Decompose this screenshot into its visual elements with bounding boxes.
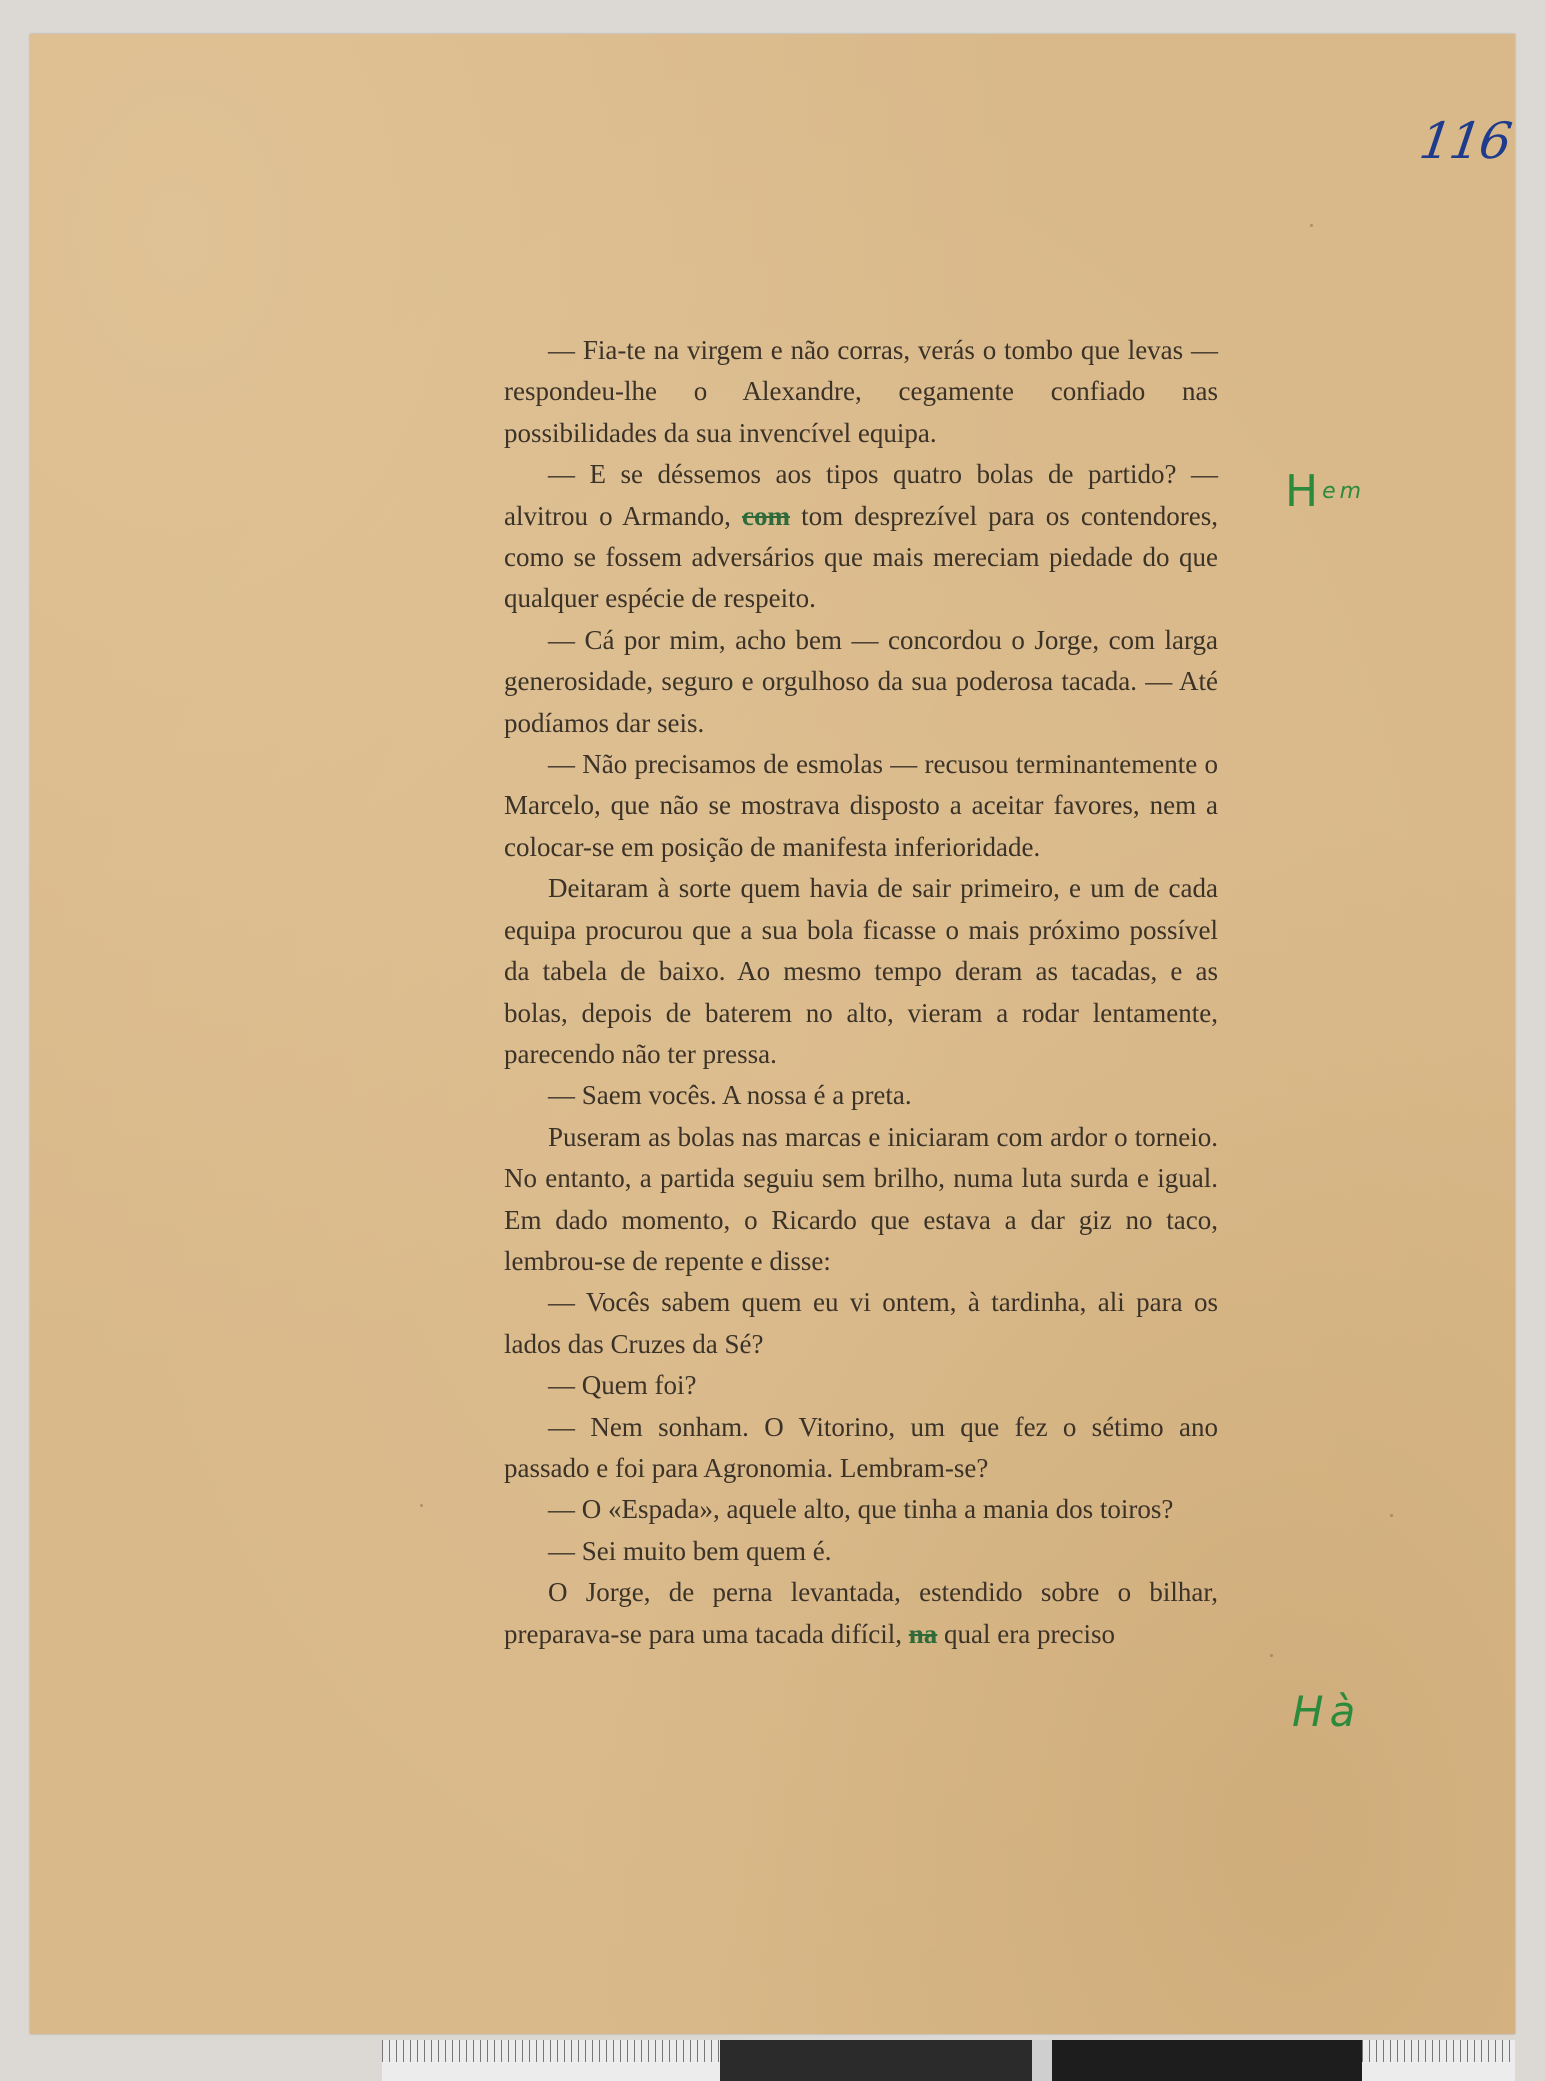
paragraph: — Vocês sabem quem eu vi ontem, à tardinha, ali para os lados das Cruzes da Sé? xyxy=(504,1287,1218,1359)
paragraph xyxy=(504,454,1218,620)
paragraph: — Quem foi? xyxy=(548,1370,697,1401)
annotation-word: em xyxy=(1322,479,1366,504)
paragraph: — O «Espada», aquele alto, que tinha a mania dos toiros? xyxy=(548,1494,1174,1525)
paragraph: — Não precisamos de esmolas — recusou terminantemente o Marcelo, que não se mostrava disposto a aceitar favores, nem a colocar-se em posição de manifesta inferioridade. xyxy=(504,749,1218,862)
paragraph-text: — E se déssemos aos tipos quatro bolas de partido? — alvitrou o Armando, xyxy=(504,459,1218,531)
paragraph xyxy=(504,1572,1218,1655)
paragraph: — Nem sonham. O Vitorino, um que fez o sétimo ano passado e foi para Agronomia. Lembram-se? xyxy=(504,1411,1218,1483)
color-block-black xyxy=(1052,2040,1362,2081)
paper-speck xyxy=(1390,1514,1393,1517)
annotation-letter: H xyxy=(1285,466,1323,517)
paragraph: Puseram as bolas nas marcas e iniciaram com ardor o torneio. No entanto, a partida seguiu sem brilho, numa luta surda e igual. Em dado momento, o Ricardo que estava a dar giz no taco, lembrou-se de repente e disse: xyxy=(504,1121,1218,1276)
paragraph: — Fia-te na virgem e não corras, verás o tombo que levas — respondeu-lhe o Alexandre, cegamente confiado nas possibilidades da sua invencível equipa. xyxy=(504,335,1218,448)
paragraph: — Cá por mim, acho bem — concordou o Jorge, com larga generosidade, seguro e orgulhoso da sua poderosa tacada. — Até podíamos dar seis. xyxy=(504,624,1218,738)
paragraph: — Saem vocês. A nossa é a preta. xyxy=(548,1080,912,1111)
body-text xyxy=(504,330,1218,1655)
struck-correction: com xyxy=(741,500,790,531)
paper-speck xyxy=(1270,1654,1273,1657)
paper-speck xyxy=(1310,224,1313,227)
color-block-dark xyxy=(720,2040,1032,2081)
paragraph-text: qual era preciso xyxy=(937,1618,1115,1649)
paragraph: Deitaram à sorte quem havia de sair primeiro, e um de cada equipa procurou que a sua bola ficasse o mais próximo possível da tabela de baixo. Ao mesmo tempo deram as tacadas, e as bolas, depois de baterem no alto, vieram a rodar lentamente, parecendo não ter pressa. xyxy=(504,873,1218,1069)
scale-ruler xyxy=(382,2040,1515,2081)
paragraph: — Sei muito bem quem é. xyxy=(548,1535,832,1566)
document-page xyxy=(30,34,1515,2034)
margin-annotation xyxy=(1285,466,1365,517)
paper-speck xyxy=(420,1504,423,1507)
margin-annotation: Hà xyxy=(1292,1687,1362,1736)
page-number: 116 xyxy=(1415,112,1514,170)
paragraph-text: O Jorge, de perna levantada, estendido sobre o bilhar, preparava-se para uma tacada difícil, xyxy=(504,1577,1218,1649)
struck-correction: na xyxy=(908,1618,938,1649)
paragraph-text: tom desprezível para os contendores, como se fossem adversários que mais mereciam piedade do que qualquer espécie de respeito. xyxy=(504,500,1219,614)
